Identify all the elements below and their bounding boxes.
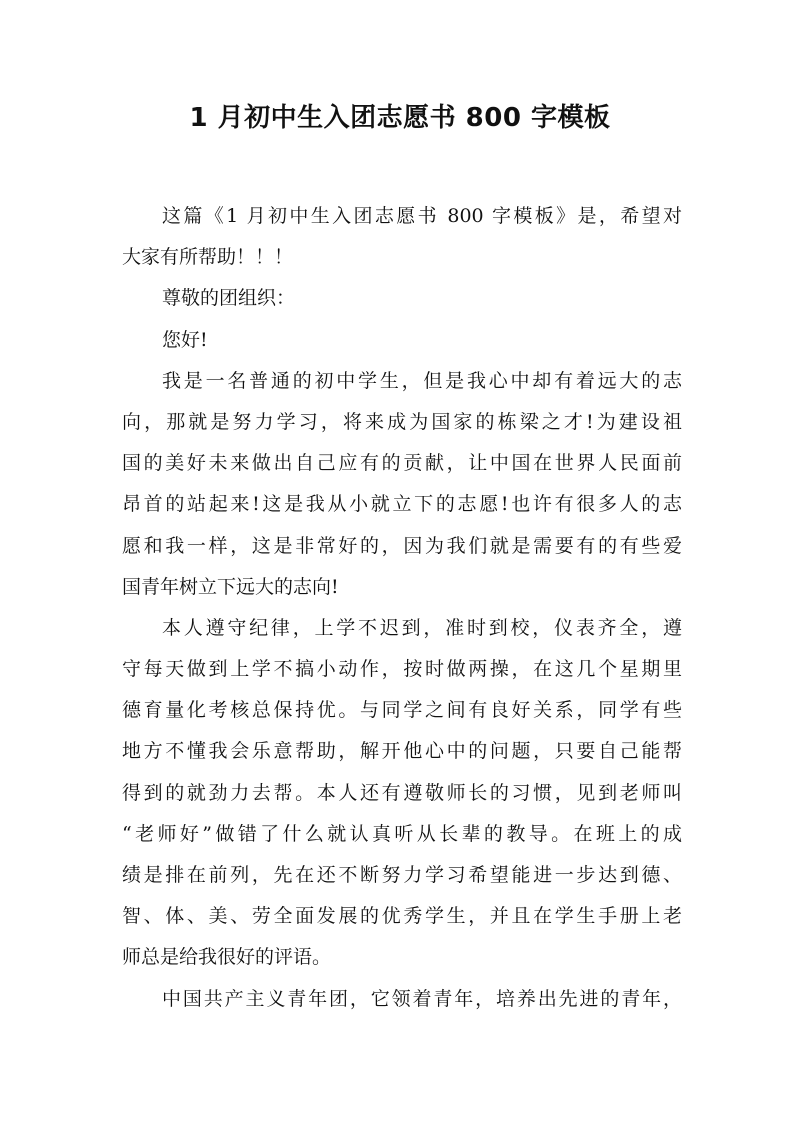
paragraph-line: 向，那就是努力学习，将来成为国家的栋梁之才!为建设祖 <box>122 410 682 433</box>
greeting-paragraph <box>122 320 682 361</box>
paragraph-line: 本人遵守纪律，上学不迟到，准时到校，仪表齐全，遵 <box>162 616 682 639</box>
paragraph-line: 得到的就劲力去帮。本人还有遵敬师长的习惯，见到老师叫 <box>122 781 682 804</box>
paragraph-line: 您好! <box>162 328 208 351</box>
aspiration-paragraph <box>122 361 682 608</box>
paragraph-line: “老师好”做错了什么就认真听从长辈的教导。在班上的成 <box>122 822 682 845</box>
paragraph-line: 国青年树立下远大的志向! <box>122 575 339 598</box>
paragraph-line: 绩是排在前列，先在还不断努力学习希望能进一步达到德、 <box>122 864 682 886</box>
intro-paragraph <box>122 196 682 278</box>
document-body <box>122 196 682 1020</box>
paragraph-line: 国的美好未来做出自己应有的贡献，让中国在世界人民面前 <box>122 452 682 475</box>
paragraph-line: 中国共产主义青年团，它领着青年，培养出先进的青年， <box>162 987 682 1010</box>
paragraph-line: 师总是给我很好的评语。 <box>122 946 332 969</box>
paragraph-line: 我是一名普通的初中学生，但是我心中却有着远大的志 <box>162 369 682 392</box>
paragraph-line: 愿和我一样，这是非常好的，因为我们就是需要有的有些爱 <box>122 534 682 557</box>
salutation-paragraph <box>122 278 682 319</box>
document-title: 1 月初中生入团志愿书 800 字模板 <box>189 103 611 133</box>
paragraph-line: 大家有所帮助！！！ <box>122 246 294 269</box>
paragraph-line: 智、体、美、劳全面发展的优秀学生，并且在学生手册上老 <box>122 905 682 928</box>
paragraph-line: 地方不懂我会乐意帮助，解开他心中的问题，只要自己能帮 <box>122 740 682 763</box>
paragraph-line: 守每天做到上学不搞小动作，按时做两操，在这几个星期里 <box>122 658 682 681</box>
paragraph-line: 昂首的站起来!这是我从小就立下的志愿!也许有很多人的志 <box>122 493 682 516</box>
paragraph-line: 德育量化考核总保持优。与同学之间有良好关系，同学有些 <box>122 699 682 722</box>
paragraph-line: 这篇《1 月初中生入团志愿书 800 字模板》是，希望对 <box>162 205 682 227</box>
paragraph-line: 尊敬的团组织： <box>162 287 296 310</box>
league-paragraph <box>122 979 682 1020</box>
conduct-paragraph <box>122 608 682 979</box>
